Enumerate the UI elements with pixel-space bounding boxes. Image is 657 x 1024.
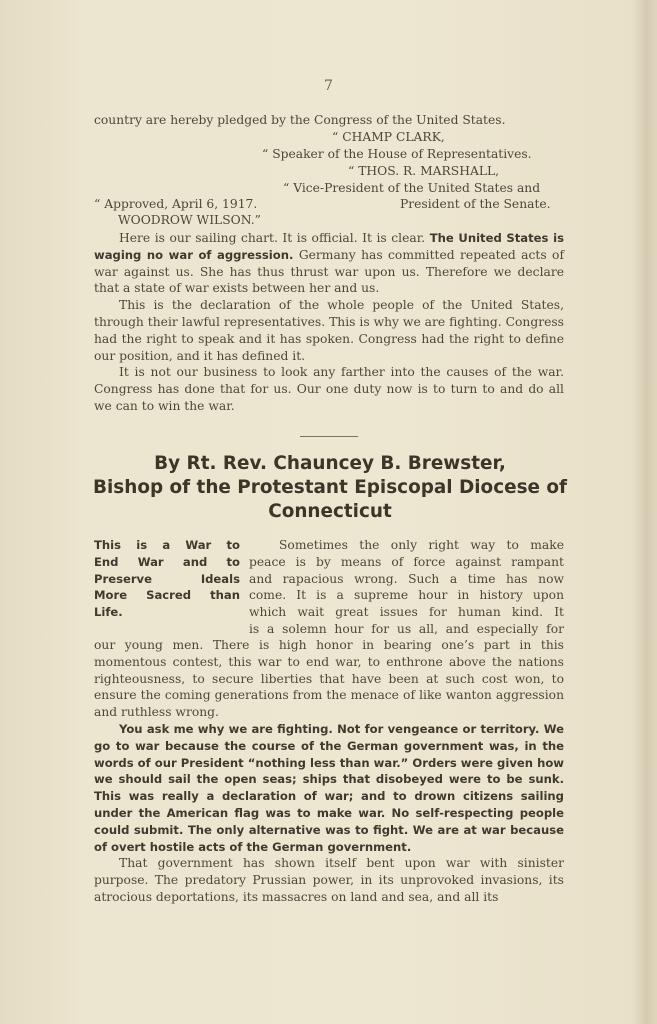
intro-paragraph-3: It is not our business to look any farther into the causes of the war. Congress has done that for us. Our one duty now is to turn to and do all we can to win the war.: [94, 365, 564, 413]
proclamation-closing-line: country are hereby pledged by the Congress of the United States.: [94, 113, 506, 127]
page-edge-shadow: [631, 0, 657, 1024]
body-wrap-lines: Sometimes the only right way to make peace is by means of force against rampant and rapacious wrong. Such a time has now come. It is a supreme hour in history upon which wait great issues for human kind. It is a solemn hour for us all, and especially for: [249, 538, 564, 636]
section-heading: By Rt. Rev. Chauncey B. Brewster, Bishop of the Protestant Episcopal Diocese of Connecticut: [92, 453, 568, 522]
sidenote: This is a War to End War and to Preserve Ideals More Sacred than Life.: [94, 538, 240, 620]
body-paragraph-2: You ask me why we are fighting. Not for vengeance or territory. We go to war because the course of the German government was, in the words of our President “nothing less than war.” Orders were given how we should sail the open seas; ships that disobeyed were to be sunk. This was really a declaration of war; and to drown citizens sailing under the American flag was to make war. No self-respecting people could submit. The only alternative was to fight. We are at war because of overt hostile acts of the German government.: [94, 721, 564, 854]
approved-date: “ Approved, April 6, 1917.: [94, 197, 258, 211]
signature-thos-marshall: “ THOS. R. MARSHALL,: [348, 164, 500, 178]
signature-champ-clark: “ CHAMP CLARK,: [332, 130, 445, 144]
body-paragraphs: [94, 637, 564, 906]
page-number: 7: [324, 78, 333, 94]
section-divider: [300, 436, 358, 437]
signature-speaker-title: “ Speaker of the House of Representatives.: [262, 147, 532, 161]
body-paragraph-3: That government has shown itself bent upon war with sinister purpose. The predatory Prussian power, in its unprovoked invasions, its atrocious deportations, its massacres on land and sea, and all its: [94, 856, 564, 904]
intro-paragraphs: [94, 230, 564, 415]
body-paragraph-1-rest: our young men. There is high honor in bearing one’s part in this momentous contest, this war to end war, to enthrone above the nations righteousness, to secure liberties that have been at such cost won, to ensure the coming generations from the menace of like wanton aggression and ruthless wrong.: [94, 638, 564, 720]
intro-paragraph-2: This is the declaration of the whole people of the United States, through their lawful representatives. This is why we are fighting. Congress had the right to speak and it has spoken. Congress had the right to define our position, and it has defined it.: [94, 298, 564, 363]
intro-paragraph-1: Here is our sailing chart. It is official. It is clear. The United States is waging no war of aggression. Germany has committed repeated acts of war against us. She has thus thrust war upon us. Therefore we declare that a state of war exists between her and us.: [94, 231, 565, 296]
signature-vice-president-title: “ Vice-President of the United States and: [283, 181, 541, 195]
signature-senate-title: President of the Senate.: [400, 197, 551, 211]
signature-woodrow-wilson: WOODROW WILSON.”: [118, 213, 261, 227]
